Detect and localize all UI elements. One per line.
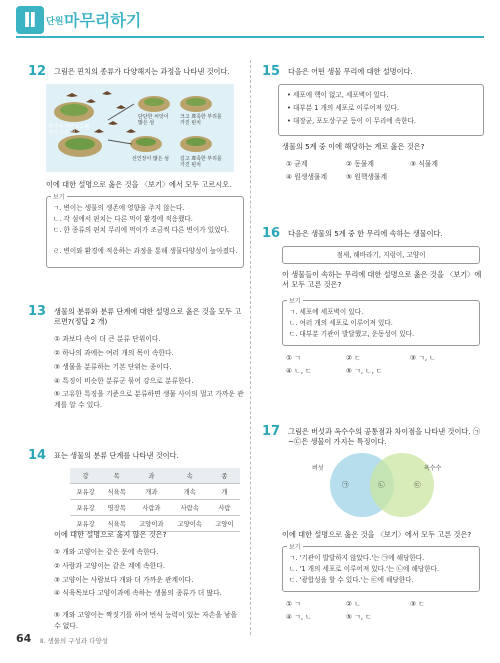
table-header-cell: 종 <box>209 468 240 484</box>
table-cell: 개과 <box>132 484 170 500</box>
figure-label-origin: 먹이가 다양하고 환경이 다른 섬 <box>48 124 90 136</box>
table-cell: 개 <box>209 484 240 500</box>
table-header-row <box>70 468 240 484</box>
table-header-cell: 강 <box>70 468 101 484</box>
q15-option-2[interactable]: ② 동물계 <box>346 160 374 168</box>
info-bullet: • 대장균, 포도상구균 등이 이 무리에 속한다. <box>287 117 416 125</box>
q17-option-4[interactable]: ④ ㄱ, ㄴ <box>286 613 312 621</box>
footer-section: Ⅱ. 생물의 구성과 다양성 <box>40 637 108 645</box>
q14-option-5[interactable]: ⑤ 개와 고양이는 짝짓기를 하여 번식 능력이 있는 자손을 낳을 수 없다. <box>54 611 238 630</box>
question-16-number: 16 <box>262 226 281 241</box>
q17-option-1[interactable]: ① ㄱ <box>286 600 301 608</box>
choice-item: ㄹ. 변이와 환경에 적응하는 과정을 통해 생물다양성이 높아졌다. <box>53 247 238 255</box>
question-15-info-box <box>278 84 484 136</box>
figure-label-cactus-island: 선인장이 많은 섬 <box>132 156 169 162</box>
table-cell: 개속 <box>171 484 209 500</box>
finch-figure <box>46 84 234 172</box>
question-15-prompt: 생물의 5계 중 이에 해당하는 계로 옳은 것은? <box>282 142 425 151</box>
question-12-prompt: 이에 대한 설명으로 옳은 것을 〈보기〉에서 모두 고르시오. <box>46 180 232 189</box>
table-cell: 고양이 <box>209 516 240 532</box>
table-cell: 사람속 <box>171 500 209 516</box>
choice-item: ㄱ. 세포에 세포벽이 있다. <box>289 308 364 316</box>
choices-box-tag: 보기 <box>289 298 301 305</box>
info-bullet: • 대부분 1 개의 세포로 이루어져 있다. <box>287 104 399 112</box>
q13-option-2[interactable]: ② 하나의 과에는 여러 개의 목이 속한다. <box>54 349 174 357</box>
unit-badge: Ⅱ <box>16 6 44 34</box>
question-17-prompt: 이에 대한 설명으로 옳은 것을 〈보기〉에서 모두 고른 것은? <box>282 530 472 539</box>
q16-option-3[interactable]: ③ ㄱ, ㄴ <box>410 354 436 362</box>
question-16-prompt: 이 생물들이 속하는 무리에 대한 설명으로 옳은 것을 〈보기〉에서 모두 고른 것은? <box>282 270 482 289</box>
venn-right-label: 옥수수 <box>424 465 442 472</box>
q14-option-4[interactable]: ④ 식육목보다 고양이과에 속하는 생물의 종류가 더 많다. <box>54 589 222 597</box>
venn-mark-center: ㉡ <box>378 481 385 489</box>
venn-mark-right: ㉢ <box>414 481 421 489</box>
question-16-text: 다음은 생물의 5계 중 한 무리에 속하는 생물이다. <box>288 229 443 238</box>
choice-item: ㄷ. 한 종류의 핀치 무리에 먹이가 조금씩 다른 변이가 있었다. <box>53 226 229 234</box>
q13-option-1[interactable]: ① 과보다 속이 더 큰 분류 단위이다. <box>54 335 161 343</box>
choices-box-tag: 보기 <box>289 544 301 551</box>
q13-option-5[interactable]: ⑤ 고유한 특징을 기준으로 분류하면 생물 사이의 멀고 가까운 관계를 알 수 있다. <box>54 390 244 409</box>
table-header-cell: 속 <box>171 468 209 484</box>
q17-option-3[interactable]: ③ ㄷ <box>410 600 425 608</box>
organism-list: 점새, 해바라기, 지렁이, 고양이 <box>336 251 426 259</box>
question-17-text: 그림은 버섯과 옥수수의 공통점과 차이점을 나타낸 것이다. ㉠~㉢은 생물이 가지는 특징이다. <box>288 427 481 446</box>
q16-option-5[interactable]: ⑤ ㄱ, ㄴ, ㄷ <box>346 367 383 375</box>
choice-item: ㄱ. '기관이 발달하지 않았다.'는 ㉠에 해당한다. <box>289 554 425 562</box>
venn-diagram <box>312 450 452 520</box>
q14-option-2[interactable]: ② 사람과 고양이는 같은 계에 속한다. <box>54 562 165 570</box>
q15-option-5[interactable]: ⑤ 원핵생물계 <box>346 173 388 181</box>
table-cell: 고양이과 <box>132 516 170 532</box>
question-14-text: 표는 생물의 분류 단계를 나타낸 것이다. <box>54 451 179 460</box>
question-12-choices-box <box>46 196 244 268</box>
table-cell: 식육목 <box>101 516 132 532</box>
question-16-choices-box <box>282 300 480 346</box>
q15-option-4[interactable]: ④ 원생생물계 <box>286 173 328 181</box>
choice-item: ㄷ. 대부분 기관이 발달했고, 운동성이 있다. <box>289 330 415 338</box>
q17-option-2[interactable]: ② ㄴ <box>346 600 361 608</box>
table-header-cell: 목 <box>101 468 132 484</box>
question-14-prompt: 이에 대한 설명으로 옳지 않은 것은? <box>54 530 167 539</box>
venn-mark-left: ㉠ <box>342 481 349 489</box>
question-17-choices-box <box>282 546 480 592</box>
column-divider <box>250 60 252 635</box>
table-cell: 포유강 <box>70 516 101 532</box>
table-cell: 영장목 <box>101 500 132 516</box>
question-12-text: 그림은 핀치의 종류가 다양해지는 과정을 나타낸 것이다. <box>54 67 230 76</box>
choice-item: ㄱ. 변이는 생물의 생존에 영향을 주지 않는다. <box>53 204 185 212</box>
unit-label: 단원 <box>46 17 64 27</box>
q13-option-4[interactable]: ④ 특징이 비슷한 분류군 묶어 강으로 분류한다. <box>54 377 194 385</box>
choice-item: ㄴ. 각 섬에서 핀치는 다른 먹이 환경에 적응했다. <box>53 215 193 223</box>
q17-option-5[interactable]: ⑤ ㄱ, ㄷ <box>346 613 372 621</box>
question-13-number: 13 <box>28 304 47 319</box>
q16-option-2[interactable]: ② ㄷ <box>346 354 361 362</box>
info-bullet: • 세포에 핵이 없고, 세포벽이 있다. <box>287 91 389 99</box>
figure-label-seed-island: 단단한 씨앗이 많은 섬 <box>138 114 169 126</box>
q14-option-1[interactable]: ① 개와 고양이는 같은 문에 속한다. <box>54 548 159 556</box>
q15-option-3[interactable]: ③ 식물계 <box>410 160 438 168</box>
question-14-number: 14 <box>28 448 47 463</box>
question-15-text: 다음은 어떤 생물 무리에 대한 설명이다. <box>288 67 413 76</box>
section-title: 마무리하기 <box>64 11 142 30</box>
choice-item: ㄷ. '광합성을 할 수 있다.'는 ㉢에 해당한다. <box>289 576 414 584</box>
figure-label-thick-beak: 크고 뾰족한 부리를 가진 핀치 <box>180 114 222 126</box>
question-17-number: 17 <box>262 424 281 439</box>
table-cell: 포유강 <box>70 500 101 516</box>
q14-option-3[interactable]: ③ 고양이는 사람보다 개와 더 가까운 관계이다. <box>54 576 194 584</box>
q16-option-1[interactable]: ① ㄱ <box>286 354 301 362</box>
venn-left-label: 버섯 <box>312 465 324 472</box>
header-rule <box>16 36 484 38</box>
table-row <box>70 484 240 500</box>
table-cell: 식육목 <box>101 484 132 500</box>
question-12-number: 12 <box>28 64 47 79</box>
table-cell: 포유강 <box>70 484 101 500</box>
organism-list-box <box>282 246 480 264</box>
q15-option-1[interactable]: ① 균계 <box>286 160 308 168</box>
q16-option-4[interactable]: ④ ㄴ, ㄷ <box>286 367 312 375</box>
question-13-text: 생물의 분류와 분류 단계에 대한 설명으로 옳은 것을 모두 고르면?(정답 2 개) <box>54 307 242 326</box>
choice-item: ㄴ. 여러 개의 세포로 이루어져 있다. <box>289 319 393 327</box>
table-cell: 고양이속 <box>171 516 209 532</box>
choice-item: ㄴ. '1 개의 세포로 이루어져 있다.'는 ㉡에 해당한다. <box>289 565 440 573</box>
table-cell: 사람과 <box>132 500 170 516</box>
table-cell: 사람 <box>209 500 240 516</box>
taxonomy-table <box>70 468 240 532</box>
figure-label-long-beak: 길고 뾰족한 부리를 가진 핀치 <box>180 156 222 168</box>
table-row <box>70 500 240 516</box>
question-15-number: 15 <box>262 64 281 79</box>
page-number: 64 <box>16 632 32 645</box>
choices-box-tag: 보기 <box>53 194 65 201</box>
q13-option-3[interactable]: ③ 생물을 분류하는 기본 단위는 종이다. <box>54 363 172 371</box>
table-header-cell: 과 <box>132 468 170 484</box>
